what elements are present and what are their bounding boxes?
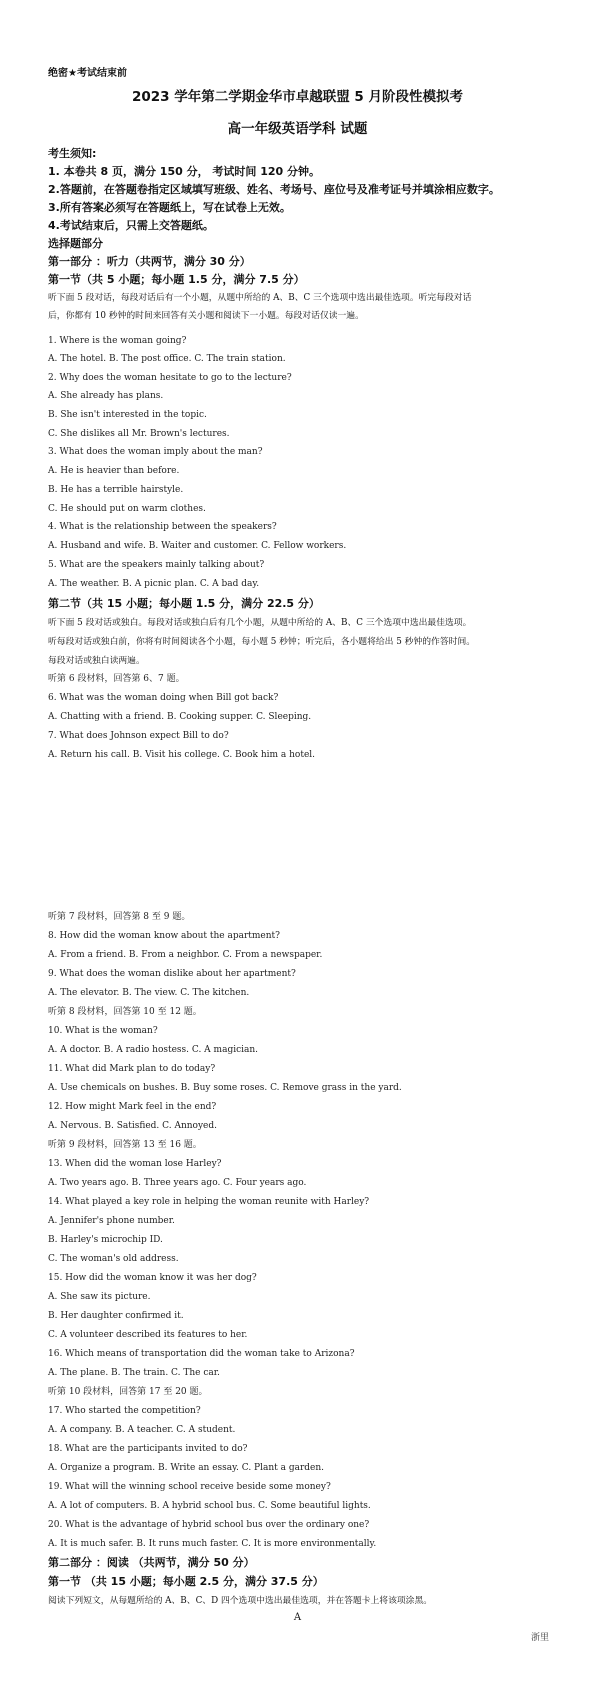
- question-line: 7. What does Johnson expect Bill to do?: [48, 731, 229, 741]
- question-line: C. She dislikes all Mr. Brown's lectures.: [48, 429, 230, 439]
- part2-sec1-heading: 第一节 （共 15 小题；每小题 2.5 分，满分 37.5 分）: [48, 1575, 324, 1588]
- passage-label: A: [293, 1612, 302, 1623]
- question-line: A. He is heavier than before.: [48, 466, 180, 476]
- question-line: 5. What are the speakers mainly talking about?: [48, 560, 265, 570]
- question-line: A. It is much safer. B. It runs much faster. C. It is more environmentally.: [48, 1539, 377, 1549]
- question-line: 听第 7 段材料，回答第 8 至 9 题。: [48, 912, 191, 922]
- question-line: 19. What will the winning school receive beside some money?: [48, 1482, 331, 1492]
- question-line: A. Chatting with a friend. B. Cooking supper. C. Sleeping.: [48, 712, 312, 722]
- question-line: C. He should put on warm clothes.: [48, 504, 206, 514]
- notice-item: 1. 本卷共 8 页，满分 150 分， 考试时间 120 分钟。: [48, 165, 321, 178]
- question-line: 9. What does the woman dislike about her apartment?: [48, 969, 296, 979]
- question-line: A. A lot of computers. B. A hybrid school bus. C. Some beautiful lights.: [48, 1501, 371, 1511]
- question-line: B. He has a terrible hairstyle.: [48, 485, 184, 495]
- question-line: 6. What was the woman doing when Bill got back?: [48, 693, 279, 703]
- exam-title: 2023 学年第二学期金华市卓越联盟 5 月阶段性模拟考: [131, 89, 464, 105]
- instruction-text: 后，你都有 10 秒钟的时间来回答有关小题和阅读下一小题。每段对话仅读一遍。: [48, 311, 364, 321]
- question-line: 1. Where is the woman going?: [48, 336, 187, 346]
- question-line: A. The weather. B. A picnic plan. C. A bad day.: [48, 579, 260, 589]
- question-line: 听第 8 段材料，回答第 10 至 12 题。: [48, 1007, 202, 1017]
- question-line: 听第 10 段材料，回答第 17 至 20 题。: [48, 1387, 208, 1397]
- question-line: A. Return his call. B. Visit his college. C. Book him a hotel.: [48, 750, 316, 760]
- question-line: B. She isn't interested in the topic.: [48, 410, 207, 420]
- question-line: 15. How did the woman know it was her dog?: [48, 1273, 257, 1283]
- part1-heading: 第一部分 ：听力（共两节，满分 30 分）: [48, 255, 251, 268]
- question-line: 12. How might Mark feel in the end?: [48, 1102, 217, 1112]
- question-line: A. Two years ago. B. Three years ago. C. Four years ago.: [48, 1178, 307, 1188]
- question-line: A. From a friend. B. From a neighbor. C. From a newspaper.: [48, 950, 323, 960]
- part1-sec2-heading: 第二节（共 15 小题；每小题 1.5 分，满分 22.5 分）: [48, 597, 320, 610]
- question-line: A. Use chemicals on bushes. B. Buy some roses. C. Remove grass in the yard.: [48, 1083, 402, 1093]
- question-line: 4. What is the relationship between the speakers?: [48, 522, 277, 532]
- question-line: 20. What is the advantage of hybrid school bus over the ordinary one?: [48, 1520, 370, 1530]
- instruction-text: 阅读下列短文，从每题所给的 A、B、C、D 四个选项中选出最佳选项，并在答题卡上将该项涂黑。: [48, 1596, 433, 1606]
- part2-heading: 第二部分 ：阅读 （共两节，满分 50 分）: [48, 1556, 255, 1569]
- question-line: A. Husband and wife. B. Waiter and customer. C. Fellow workers.: [48, 541, 347, 551]
- part1-sec1-heading: 第一节（共 5 小题；每小题 1.5 分，满分 7.5 分）: [48, 273, 305, 286]
- question-line: A. A doctor. B. A radio hostess. C. A magician.: [48, 1045, 259, 1055]
- question-line: 2. Why does the woman hesitate to go to the lecture?: [48, 373, 292, 383]
- question-line: 11. What did Mark plan to do today?: [48, 1064, 216, 1074]
- question-line: B. Her daughter confirmed it.: [48, 1311, 184, 1321]
- instruction-text: 听每段对话或独白前，你将有时间阅读各个小题，每小题 5 秒钟；听完后，各小题将给出 5 秒钟的作答时间。: [48, 637, 476, 647]
- confidential-label: 绝密★考试结束前: [48, 68, 127, 79]
- question-line: A. She already has plans.: [48, 391, 164, 401]
- section-label: 选择题部分: [48, 237, 103, 250]
- question-line: A. The elevator. B. The view. C. The kitchen.: [48, 988, 250, 998]
- question-line: 听第 6 段材料，回答第 6、7 题。: [48, 674, 185, 684]
- notice-item: 4.考试结束后，只需上交答题纸。: [48, 219, 214, 232]
- question-line: 13. When did the woman lose Harley?: [48, 1159, 222, 1169]
- question-line: B. Harley's microchip ID.: [48, 1235, 163, 1245]
- instruction-text: 听下面 5 段对话或独白。每段对话或独白后有几个小题，从题中所给的 A、B、C 三个选项中选出最佳选项。: [48, 618, 472, 628]
- question-line: 听第 9 段材料，回答第 13 至 16 题。: [48, 1140, 202, 1150]
- question-line: 10. What is the woman?: [48, 1026, 158, 1036]
- question-line: C. The woman's old address.: [48, 1254, 179, 1264]
- question-line: A. A company. B. A teacher. C. A student.: [48, 1425, 236, 1435]
- question-line: 3. What does the woman imply about the man?: [48, 447, 263, 457]
- question-line: A. The plane. B. The train. C. The car.: [48, 1368, 220, 1378]
- question-line: A. Nervous. B. Satisfied. C. Annoyed.: [48, 1121, 217, 1131]
- question-line: A. The hotel. B. The post office. C. The train station.: [48, 354, 286, 364]
- notice-item: 3.所有答案必须写在答题纸上，写在试卷上无效。: [48, 201, 291, 214]
- question-line: 8. How did the woman know about the apartment?: [48, 931, 280, 941]
- exam-subtitle: 高一年级英语学科 试题: [227, 121, 368, 137]
- question-line: A. She saw its picture.: [48, 1292, 151, 1302]
- notice-heading: 考生须知:: [48, 147, 97, 160]
- question-line: C. A volunteer described its features to her.: [48, 1330, 248, 1340]
- question-line: A. Organize a program. B. Write an essay. C. Plant a garden.: [48, 1463, 325, 1473]
- instruction-text: 每段对话或独白读两遍。: [48, 656, 145, 666]
- question-line: A. Jennifer's phone number.: [48, 1216, 175, 1226]
- question-line: 16. Which means of transportation did the woman take to Arizona?: [48, 1349, 355, 1359]
- question-line: 18. What are the participants invited to do?: [48, 1444, 248, 1454]
- notice-item: 2.答题前，在答题卷指定区域填写班级、姓名、考场号、座位号及准考证号并填涂相应数字。: [48, 183, 500, 196]
- question-line: 17. Who started the competition?: [48, 1406, 201, 1416]
- question-line: 14. What played a key role in helping the woman reunite with Harley?: [48, 1197, 370, 1207]
- corner-mark: 浙里: [530, 1633, 549, 1643]
- instruction-text: 听下面 5 段对话，每段对话后有一个小题，从题中所给的 A、B、C 三个选项中选出最佳选项。听完每段对话: [48, 293, 472, 303]
